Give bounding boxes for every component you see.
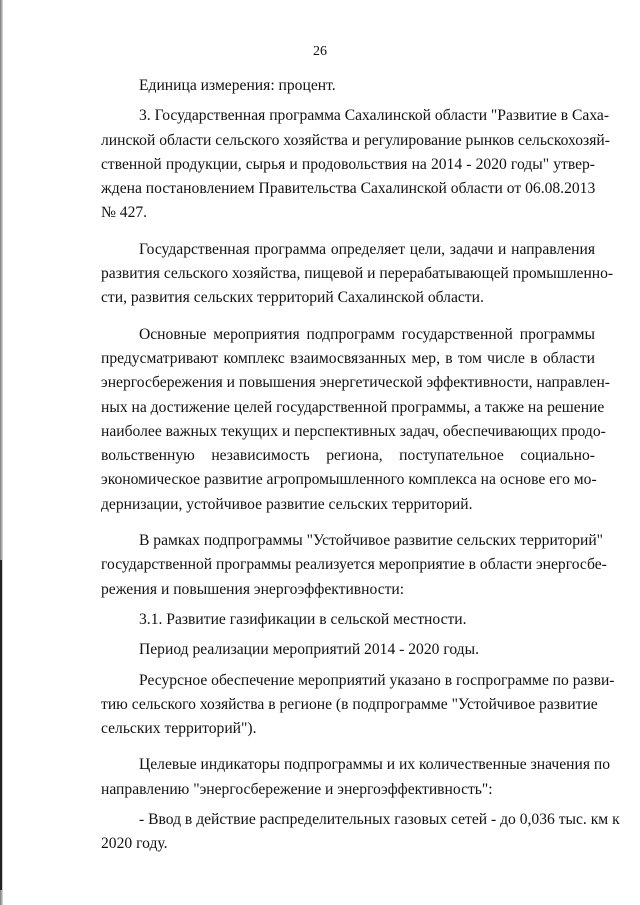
document-body	[101, 74, 620, 857]
paragraph-line: развития сельского хозяйства, пищевой и перерабатывающей промышленно-	[101, 265, 614, 283]
paragraph-line: 3.1. Развитие газификации в сельской местности.	[139, 610, 467, 628]
paragraph-line: В рамках подпрограммы "Устойчивое развитие сельских территорий"	[139, 532, 604, 550]
paragraph-line: вольственную независимость региона, поступательное социально-	[101, 447, 595, 465]
paragraph-line: энергосбережения и повышения энергетической эффективности, направлен-	[101, 374, 610, 392]
paragraph-line: Ресурсное обеспечение мероприятий указано в госпрограмме по разви-	[139, 671, 615, 689]
paragraph-unit	[101, 74, 595, 98]
paragraph-line: Целевые индикаторы подпрограммы и их количественные значения по	[139, 756, 611, 774]
paragraph-period	[101, 638, 595, 662]
paragraph-main-activities	[101, 323, 610, 517]
paragraph-line: сельских территорий").	[101, 720, 257, 738]
paragraph-line: направлению "энергосбережение и энергоэффективность":	[101, 780, 493, 798]
paragraph-indicators	[101, 753, 611, 802]
paragraph-gas-networks	[101, 808, 620, 857]
paragraph-line: Единица измерения: процент.	[139, 77, 336, 94]
paragraph-resources	[101, 669, 615, 742]
paragraph-line: тию сельского хозяйства в регионе (в подпрограмме "Устойчивое развитие	[101, 695, 598, 713]
scan-edge-bar	[0, 560, 2, 890]
paragraph-line: Основные мероприятия подпрограмм государственной программы	[139, 325, 595, 343]
paragraph-line: экономическое развитие агропромышленного комплекса на основе его мо-	[101, 471, 597, 489]
paragraph-line: государственной программы реализуется мероприятие в области энергосбе-	[101, 556, 607, 574]
paragraph-line: наиболее важных текущих и перспективных задач, обеспечивающих продо-	[101, 422, 606, 440]
paragraph-line: - Ввод в действие распределительных газовых сетей - до 0,036 тыс. км к	[139, 811, 620, 829]
paragraph-line: предусматривают комплекс взаимосвязанных мер, в том числе в области	[101, 349, 595, 367]
paragraph-gasification	[101, 608, 595, 632]
paragraph-line: Государственная программа определяет цели, задачи и направления	[139, 240, 595, 258]
paragraph-line: 2020 году.	[101, 835, 168, 853]
paragraph-line: ственной продукции, сырья и продовольствия на 2014 - 2020 годы" утвер-	[101, 155, 595, 173]
paragraph-line: сти, развития сельских территорий Сахалинской области.	[101, 289, 484, 307]
paragraph-line: ных на достижение целей государственной программы, а также на решение	[101, 398, 605, 416]
paragraph-program-goals	[101, 238, 614, 311]
paragraph-program-3	[101, 104, 610, 225]
paragraph-line: линской области сельского хозяйства и регулирование рынков сельскохозяй-	[101, 131, 610, 149]
paragraph-line: Период реализации мероприятий 2014 - 2020 годы.	[139, 641, 479, 659]
paragraph-line: ждена постановлением Правительства Сахалинской области от 06.08.2013	[101, 180, 596, 198]
paragraph-line: режения и повышения энергоэффективности:	[101, 580, 405, 598]
page-number: 26	[313, 44, 327, 59]
paragraph-line: дернизации, устойчивое развитие сельских территорий.	[101, 495, 473, 513]
paragraph-line: 3. Государственная программа Сахалинской области "Развитие в Саха-	[139, 107, 610, 125]
paragraph-subprogram	[101, 529, 607, 602]
paragraph-line: № 427.	[101, 204, 148, 222]
